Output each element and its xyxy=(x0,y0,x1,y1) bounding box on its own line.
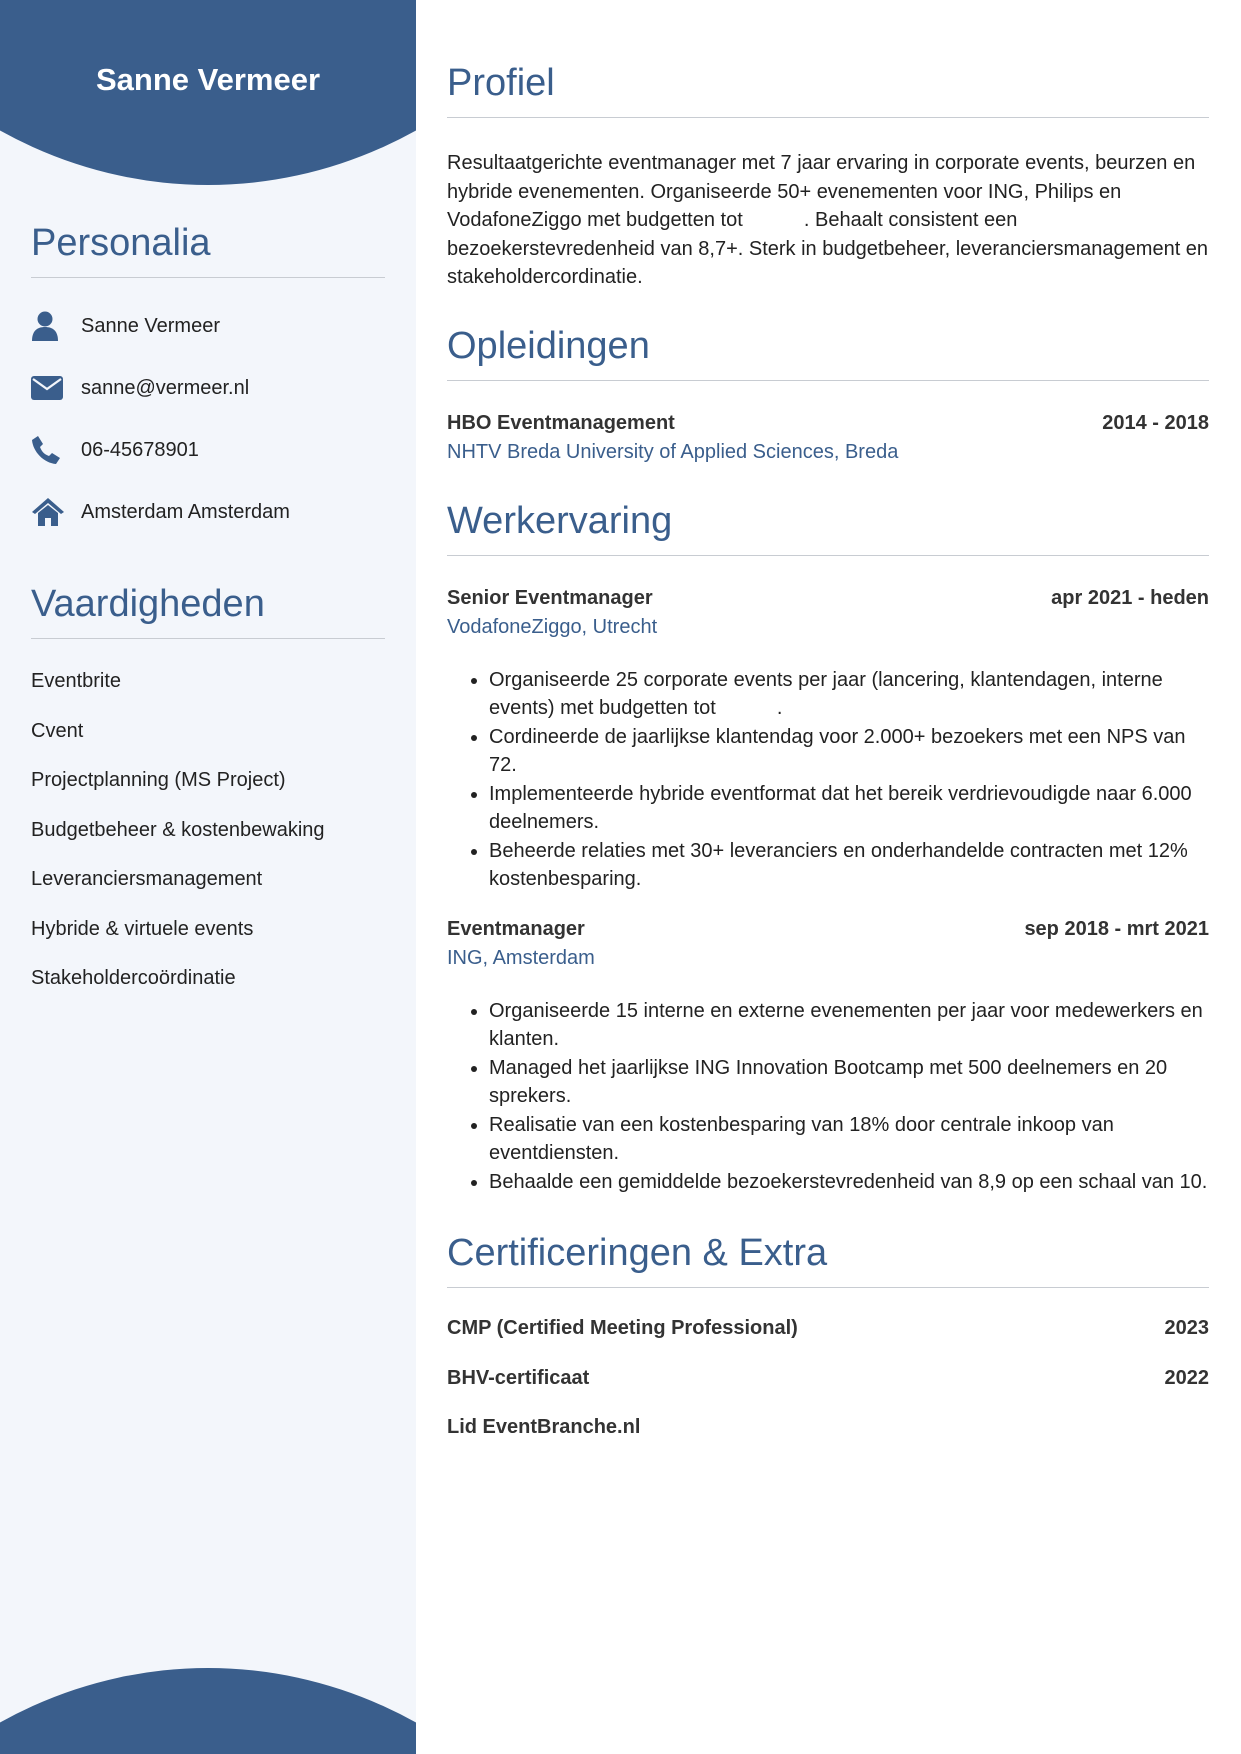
job-bullet: • Managed het jaarlijkse ING Innovation Bootcamp met 500 deelnemers en 20 sprekers. xyxy=(489,1054,1209,1111)
job-bullet: • Implementeerde hybride eventformat dat het bereik verdrievoudigde naar 6.000 deelnemers. xyxy=(489,780,1209,837)
job-bullet: • Behaalde een gemiddelde bezoekerstevredenheid van 8,9 op een schaal van 10. xyxy=(489,1168,1209,1197)
contact-phone[interactable] xyxy=(31,419,385,481)
contact-location xyxy=(31,481,385,543)
profile-text: Resultaatgerichte eventmanager met 7 jaar ervaring in corporate events, beurzen en hybride evenementen. Organiseerde 50+ evenementen voor ING, Philips en VodafoneZiggo met budgetten tot . Behaalt consistent een bezoekerstevredenheid van 8,7+. Sterk in budgetbeheer, leveranciersmanagement en stakeholdercordinatie. xyxy=(447,152,1214,288)
profile-heading: Profiel xyxy=(447,62,1209,118)
job-role: Senior Eventmanager xyxy=(447,586,653,609)
cert-name: Lid EventBranche.nl xyxy=(447,1416,641,1438)
skill-item: Eventbrite xyxy=(31,670,122,692)
job-period: sep 2018 - mrt 2021 xyxy=(1024,917,1209,940)
experience-heading: Werkervaring xyxy=(447,500,1209,556)
job-head xyxy=(447,587,1209,610)
education-degree: HBO Eventmanagement xyxy=(447,411,675,434)
job-bullet: • Realisatie van een kostenbesparing van 18% door centrale inkoop van eventdiensten. xyxy=(489,1111,1209,1168)
skills-list xyxy=(31,657,385,1004)
job-entry xyxy=(447,587,1209,894)
sidebar xyxy=(0,0,416,1754)
skill-item: Hybride & virtuele events xyxy=(31,917,254,940)
skill-item: Projectplanning (MS Project) xyxy=(31,769,286,791)
cert-name: CMP (Certified Meeting Professional) xyxy=(447,1317,798,1339)
home-icon xyxy=(31,495,65,529)
contact-phone-text[interactable]: 06-45678901 xyxy=(81,438,199,461)
cert-name: BHV-certificaat xyxy=(447,1366,590,1389)
user-icon xyxy=(31,309,65,343)
footer-arc xyxy=(0,1668,416,1754)
skill-item: Cvent xyxy=(31,719,84,742)
contact-name xyxy=(31,295,385,357)
education-head xyxy=(447,412,1209,435)
contact-name-text: Sanne Vermeer xyxy=(81,314,220,337)
main-content xyxy=(447,62,1214,1453)
skill-item: Budgetbeheer & kostenbewaking xyxy=(31,818,325,841)
cert-item xyxy=(447,1403,1209,1453)
personalia-heading: Personalia xyxy=(31,222,385,278)
certifications-list xyxy=(447,1304,1209,1453)
contact-email-text[interactable]: sanne@vermeer.nl xyxy=(81,376,250,399)
skill-item: Leveranciersmanagement xyxy=(31,868,263,890)
education-heading: Opleidingen xyxy=(447,325,1209,381)
job-company: VodafoneZiggo, Utrecht xyxy=(447,615,658,638)
sidebar-content xyxy=(31,222,385,1004)
skill-item: Stakeholdercoördinatie xyxy=(31,967,236,989)
contact-list xyxy=(31,295,385,543)
certifications-heading: Certificeringen & Extra xyxy=(447,1232,1209,1288)
job-bullet: • Cordineerde de jaarlijkse klantendag voor 2.000+ bezoekers met een NPS van 72. xyxy=(489,723,1209,780)
job-bullets xyxy=(447,997,1209,1197)
candidate-name: Sanne Vermeer xyxy=(95,62,321,97)
education-school: NHTV Breda University of Applied Sciences, Breda xyxy=(447,440,899,463)
phone-icon xyxy=(31,433,65,467)
job-role: Eventmanager xyxy=(447,917,585,940)
education-period: 2014 - 2018 xyxy=(1102,411,1209,434)
job-bullet: • Organiseerde 25 corporate events per jaar (lancering, klantendagen, interne events) met budgetten tot . xyxy=(489,666,1209,723)
job-head xyxy=(447,918,1209,941)
job-bullet: • Beheerde relaties met 30+ leveranciers en onderhandelde contracten met 12% kostenbesparing. xyxy=(489,837,1209,894)
contact-email[interactable] xyxy=(31,357,385,419)
envelope-icon xyxy=(31,371,65,405)
cert-item xyxy=(447,1304,1209,1354)
cert-year: 2022 xyxy=(1164,1366,1209,1389)
job-bullet: • Organiseerde 15 interne en externe evenementen per jaar voor medewerkers en klanten. xyxy=(489,997,1209,1054)
job-company: ING, Amsterdam xyxy=(447,946,595,969)
job-entry xyxy=(447,918,1209,1197)
contact-location-text: Amsterdam Amsterdam xyxy=(81,500,290,523)
cert-year: 2023 xyxy=(1164,1317,1209,1339)
skills-heading: Vaardigheden xyxy=(31,583,385,639)
education-entry xyxy=(447,412,1209,464)
job-period: apr 2021 - heden xyxy=(1051,586,1209,609)
job-bullets xyxy=(447,666,1209,894)
cert-item xyxy=(447,1354,1209,1404)
